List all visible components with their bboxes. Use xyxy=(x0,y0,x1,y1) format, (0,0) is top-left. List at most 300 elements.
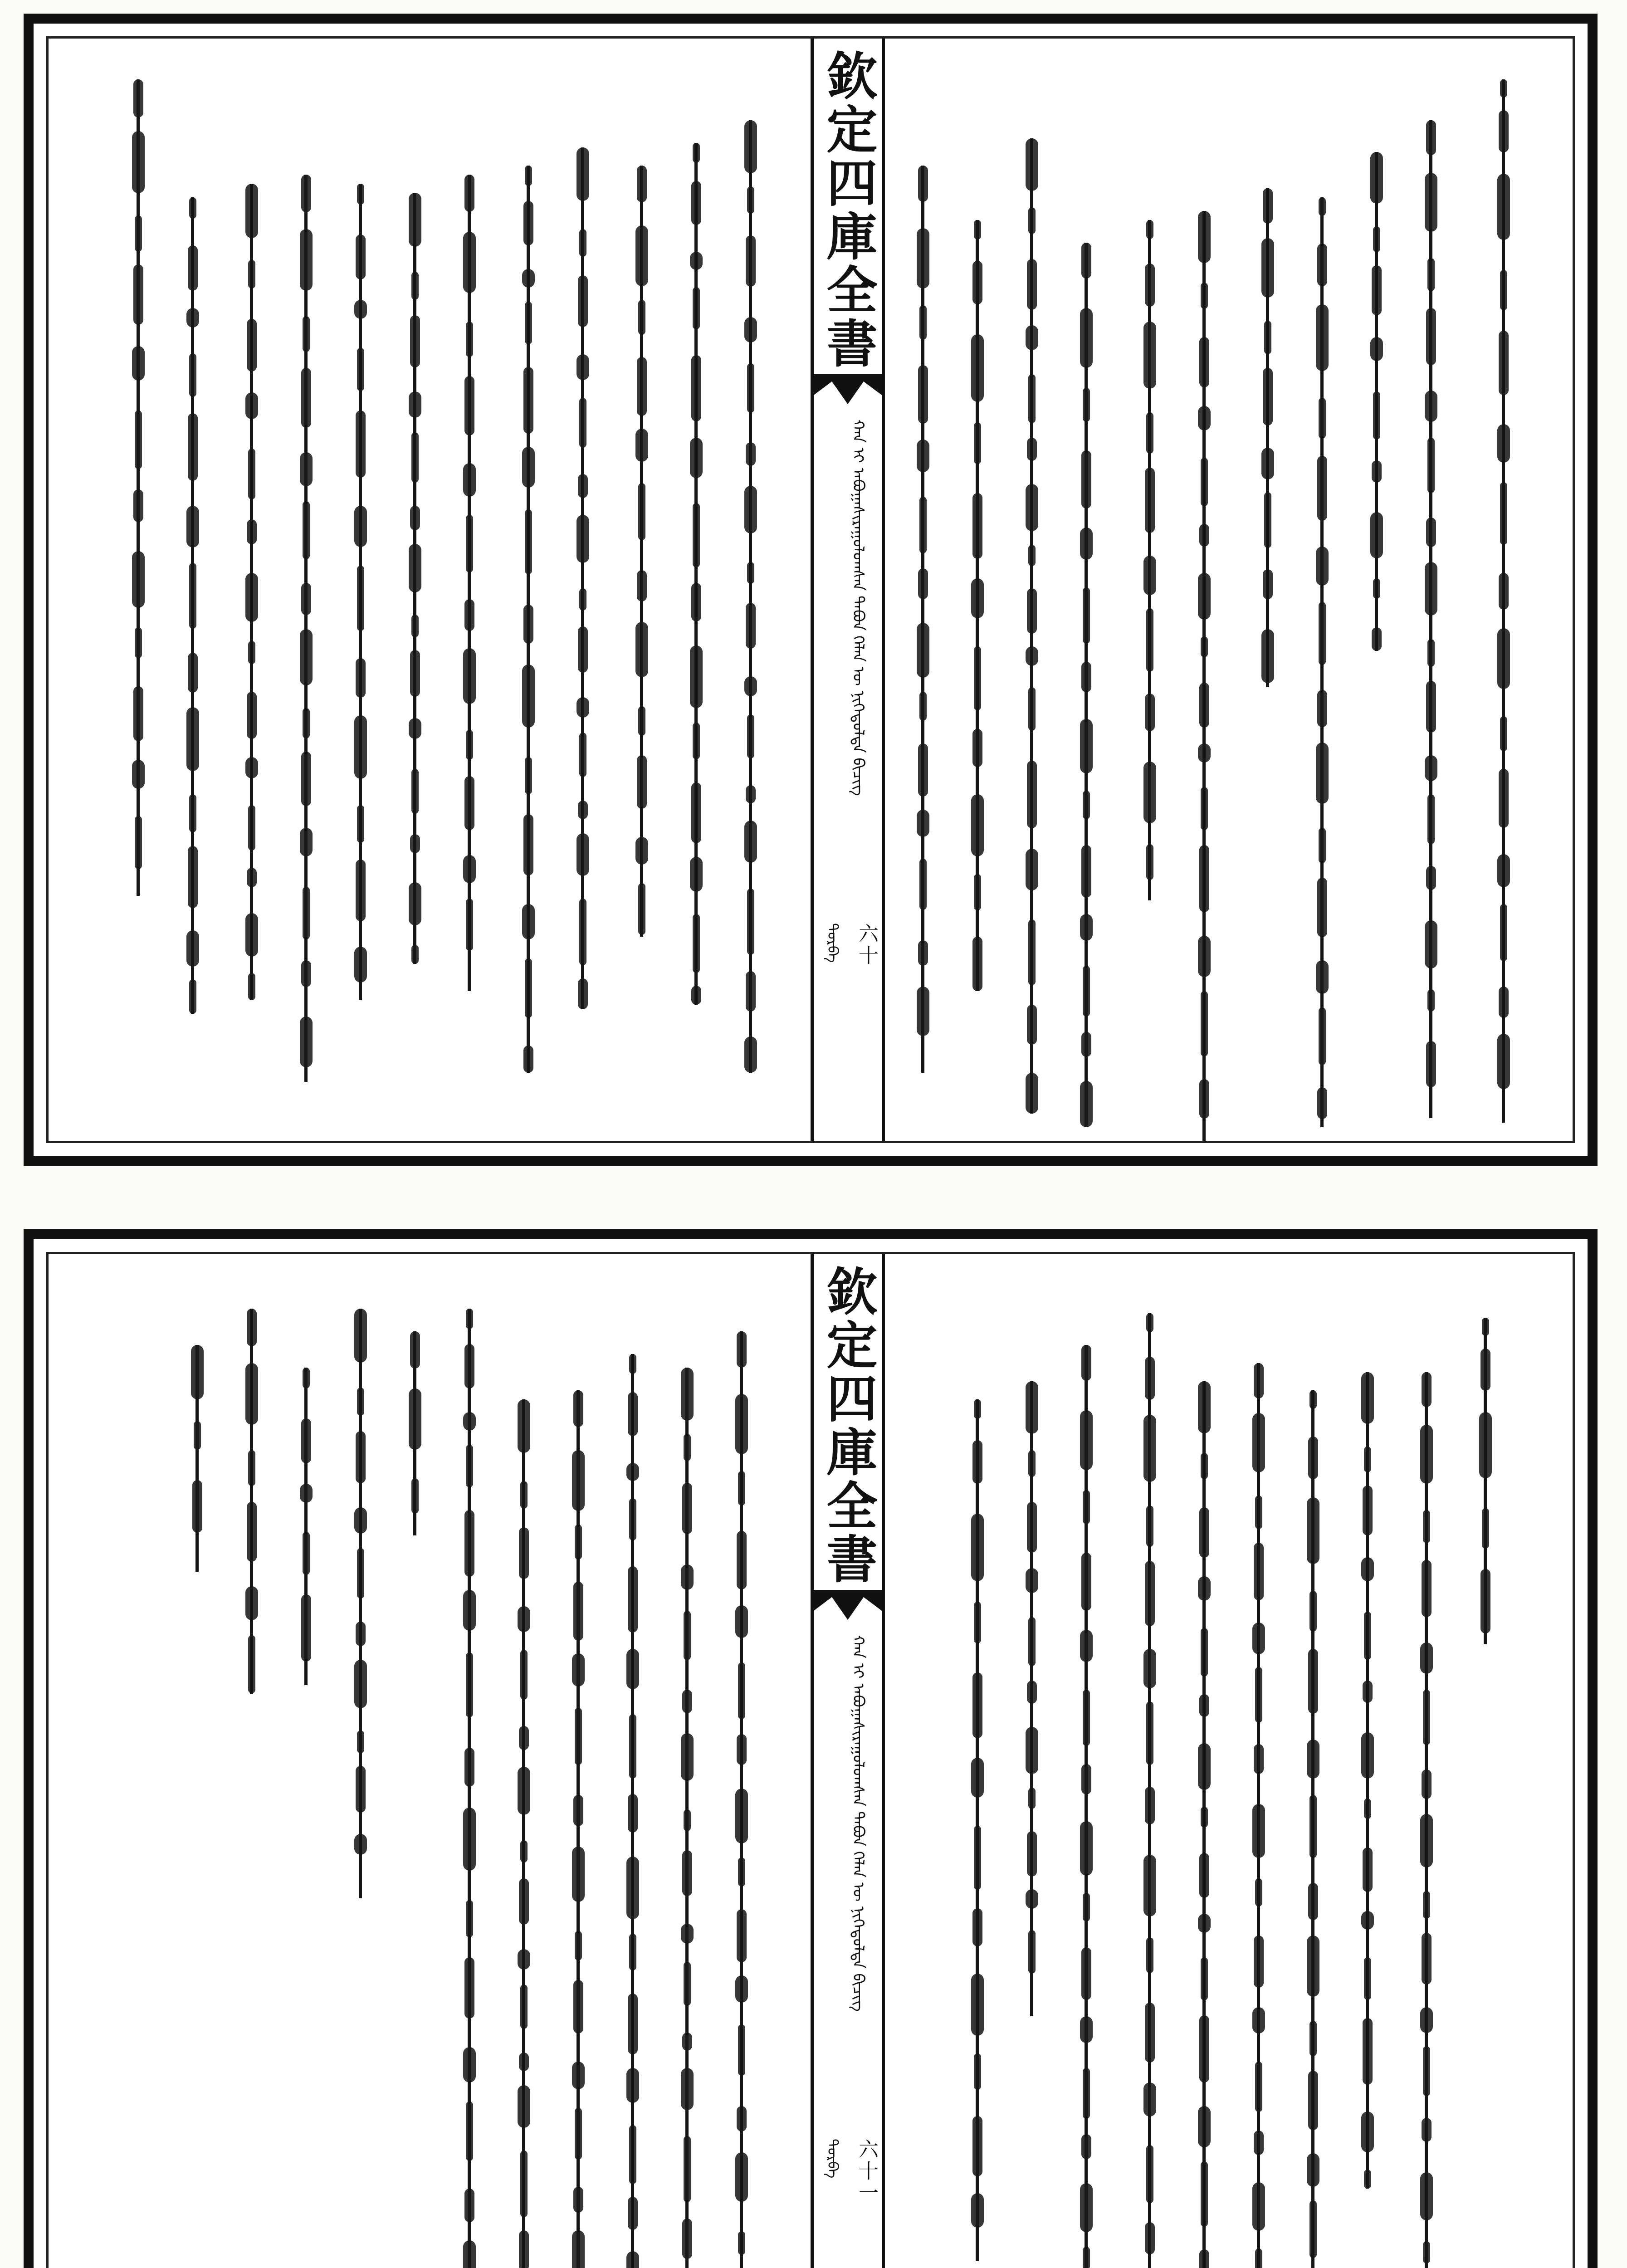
script-word-glyph xyxy=(189,794,196,832)
script-word-glyph xyxy=(1482,1508,1489,1549)
top-banxin-title: 欽定四庫全書 xyxy=(818,49,878,371)
script-word-glyph xyxy=(248,449,255,499)
script-word-glyph xyxy=(735,1605,748,1638)
script-word-glyph xyxy=(629,2125,636,2184)
script-word-glyph xyxy=(188,245,198,291)
script-stem xyxy=(304,175,308,1082)
script-word-glyph xyxy=(629,1934,636,1970)
script-word-glyph xyxy=(1361,1911,1374,1930)
script-word-glyph xyxy=(525,509,532,574)
script-word-glyph xyxy=(577,354,589,380)
script-word-glyph xyxy=(974,1602,981,1643)
script-word-glyph xyxy=(303,1368,310,1388)
script-word-glyph xyxy=(691,355,701,421)
script-word-glyph xyxy=(747,714,754,758)
script-word-glyph xyxy=(1255,2248,1262,2268)
script-word-glyph xyxy=(918,940,928,966)
script-word-glyph xyxy=(1363,1681,1373,1703)
script-word-glyph xyxy=(693,143,700,163)
script-word-glyph xyxy=(1080,719,1093,773)
script-word-glyph xyxy=(1028,1788,1036,1809)
script-word-glyph xyxy=(1499,331,1509,395)
script-word-glyph xyxy=(974,2053,981,2090)
script-word-glyph xyxy=(572,1653,585,1686)
script-word-glyph xyxy=(518,1949,530,1970)
script-word-glyph xyxy=(1145,694,1155,731)
script-word-glyph xyxy=(411,272,419,300)
script-word-glyph xyxy=(247,868,257,887)
script-word-glyph xyxy=(1081,662,1091,692)
script-word-glyph xyxy=(1080,308,1093,368)
script-word-glyph xyxy=(1201,991,1208,1056)
script-word-glyph xyxy=(133,489,143,522)
script-word-glyph xyxy=(744,676,757,696)
script-word-glyph xyxy=(628,1794,638,1833)
script-word-glyph xyxy=(1027,1681,1037,1704)
script-word-glyph xyxy=(189,353,196,397)
script-word-glyph xyxy=(1364,1799,1371,1819)
script-word-glyph xyxy=(1497,174,1510,240)
script-word-glyph xyxy=(1309,2021,1317,2056)
script-word-glyph xyxy=(1423,2241,1430,2263)
script-word-glyph xyxy=(522,904,535,939)
script-word-glyph xyxy=(1026,646,1038,666)
script-column xyxy=(339,184,380,1000)
script-word-glyph xyxy=(466,1309,473,1329)
script-word-glyph xyxy=(1199,845,1209,912)
script-word-glyph xyxy=(974,422,981,464)
script-word-glyph xyxy=(354,300,367,319)
script-column xyxy=(1065,243,1105,1127)
script-word-glyph xyxy=(1081,1764,1091,1794)
script-word-glyph xyxy=(1317,878,1327,937)
script-word-glyph xyxy=(1316,304,1329,371)
script-word-glyph xyxy=(1427,258,1435,291)
script-word-glyph xyxy=(974,220,981,240)
script-word-glyph xyxy=(463,2240,476,2268)
script-word-glyph xyxy=(1500,904,1507,961)
script-word-glyph xyxy=(1427,639,1435,667)
script-word-glyph xyxy=(575,2108,582,2160)
script-word-glyph xyxy=(1201,1957,1208,2000)
script-word-glyph xyxy=(693,287,700,329)
script-word-glyph xyxy=(579,229,586,257)
script-word-glyph xyxy=(519,1527,529,1579)
script-word-glyph xyxy=(1080,1410,1093,1470)
script-word-glyph xyxy=(1146,1505,1153,1547)
script-word-glyph xyxy=(919,692,927,721)
script-word-glyph xyxy=(684,2136,691,2202)
script-word-glyph xyxy=(747,889,754,955)
script-word-glyph xyxy=(637,357,647,416)
script-word-glyph xyxy=(573,2187,583,2213)
script-word-glyph xyxy=(1497,1034,1510,1089)
script-word-glyph xyxy=(1026,1889,1038,1909)
script-word-glyph xyxy=(1426,518,1436,547)
script-word-glyph xyxy=(578,275,588,327)
script-word-glyph xyxy=(132,760,145,789)
script-word-glyph xyxy=(133,686,143,741)
script-word-glyph xyxy=(1316,743,1329,804)
script-word-glyph xyxy=(1083,966,1090,1017)
script-column xyxy=(393,193,434,964)
script-word-glyph xyxy=(1420,1814,1433,1867)
script-word-glyph xyxy=(1317,456,1327,521)
script-word-glyph xyxy=(301,583,311,615)
script-word-glyph xyxy=(626,2251,639,2268)
script-column xyxy=(1355,152,1396,651)
script-word-glyph xyxy=(525,757,532,794)
script-word-glyph xyxy=(1026,1073,1038,1114)
script-word-glyph xyxy=(1199,683,1209,728)
script-word-glyph xyxy=(917,623,929,678)
script-word-glyph xyxy=(1199,2015,1209,2082)
script-word-glyph xyxy=(303,887,310,939)
script-word-glyph xyxy=(738,2231,745,2255)
script-word-glyph xyxy=(1026,484,1038,531)
script-word-glyph xyxy=(410,315,420,367)
script-word-glyph xyxy=(245,1363,258,1425)
script-word-glyph xyxy=(248,260,255,288)
script-word-glyph xyxy=(690,857,703,892)
script-word-glyph xyxy=(356,1431,366,1483)
script-word-glyph xyxy=(523,367,533,434)
script-word-glyph xyxy=(1080,1630,1093,1662)
script-word-glyph xyxy=(637,755,647,809)
script-column xyxy=(1291,1390,1332,2268)
script-word-glyph xyxy=(1425,920,1437,968)
script-word-glyph xyxy=(356,411,366,478)
bottom-banxin-subtitle: ᠬᠠᠨ ᠢ ᠠᠪᠤᠭᠠᠰᠢᠷᠠᠭᠤᠯᠤᠭᠰᠠᠨ ᠲᠠᠪᠤᠨ ᠬᠡᠯᠡᠨ ᠦ ᠨᠢᠭᠡᠳᠦᠯᠲᠡ ᠪᠢᠴᠢᠭ xyxy=(849,1635,867,2012)
script-word-glyph xyxy=(917,810,929,837)
script-word-glyph xyxy=(917,228,929,288)
script-word-glyph xyxy=(1199,1079,1209,1119)
script-word-glyph xyxy=(1422,1560,1432,1617)
script-word-glyph xyxy=(575,1525,582,1559)
script-word-glyph xyxy=(1427,989,1435,1012)
script-word-glyph xyxy=(746,235,756,287)
script-word-glyph xyxy=(638,483,645,540)
script-word-glyph xyxy=(626,1857,639,1919)
script-word-glyph xyxy=(735,2152,748,2202)
script-word-glyph xyxy=(1499,573,1509,610)
script-word-glyph xyxy=(681,1733,694,1781)
top-banxin-page-number: 六十 xyxy=(855,923,878,967)
script-word-glyph xyxy=(1422,2118,1432,2142)
script-word-glyph xyxy=(300,1017,313,1067)
script-column xyxy=(1010,138,1051,1114)
script-word-glyph xyxy=(188,653,198,693)
script-word-glyph xyxy=(1201,1628,1208,1677)
script-word-glyph xyxy=(579,899,586,965)
script-word-glyph xyxy=(746,785,756,803)
script-word-glyph xyxy=(191,1345,204,1399)
script-word-glyph xyxy=(1309,1591,1317,1632)
script-word-glyph xyxy=(1026,1568,1038,1593)
script-word-glyph xyxy=(519,1878,529,1925)
script-column xyxy=(284,175,325,1082)
script-word-glyph xyxy=(1083,791,1090,819)
script-word-glyph xyxy=(464,2189,474,2222)
script-word-glyph xyxy=(1201,1807,1208,1828)
script-word-glyph xyxy=(635,225,648,286)
script-word-glyph xyxy=(1252,1413,1265,1472)
script-column xyxy=(557,1390,597,2268)
script-word-glyph xyxy=(245,184,258,238)
top-banxin-center-column xyxy=(811,39,885,1141)
script-word-glyph xyxy=(409,391,421,418)
script-word-glyph xyxy=(684,1809,691,1831)
script-word-glyph xyxy=(1252,1623,1265,1654)
script-word-glyph xyxy=(682,1690,692,1713)
script-word-glyph xyxy=(1199,1507,1209,1558)
script-word-glyph xyxy=(1146,1701,1153,1765)
script-word-glyph xyxy=(411,1478,419,1514)
script-word-glyph xyxy=(1027,1005,1037,1045)
script-word-glyph xyxy=(1083,2068,1090,2119)
script-word-glyph xyxy=(1420,1425,1433,1484)
script-word-glyph xyxy=(919,305,927,340)
script-word-glyph xyxy=(464,376,474,435)
script-word-glyph xyxy=(1497,424,1510,463)
script-word-glyph xyxy=(1423,1510,1430,1543)
script-word-glyph xyxy=(464,1510,474,1577)
script-column xyxy=(720,1331,761,2268)
script-word-glyph xyxy=(1143,556,1156,595)
script-word-glyph xyxy=(1026,1381,1038,1434)
script-column xyxy=(1182,211,1223,1141)
script-word-glyph xyxy=(410,506,420,530)
script-column xyxy=(502,1399,543,2268)
script-word-glyph xyxy=(1482,1318,1489,1336)
script-word-glyph xyxy=(974,1826,981,1890)
script-word-glyph xyxy=(972,493,982,559)
script-word-glyph xyxy=(737,1734,747,1765)
script-word-glyph xyxy=(1264,492,1271,548)
script-word-glyph xyxy=(1027,438,1037,461)
script-column xyxy=(1300,197,1341,1127)
script-word-glyph xyxy=(303,316,310,352)
script-word-glyph xyxy=(1420,2007,1433,2033)
script-word-glyph xyxy=(1083,1893,1090,1921)
script-word-glyph xyxy=(635,429,648,462)
script-column xyxy=(1405,1372,1446,2268)
script-word-glyph xyxy=(411,945,419,964)
script-word-glyph xyxy=(577,515,589,563)
script-word-glyph xyxy=(1081,1947,1091,2000)
script-word-glyph xyxy=(1252,2007,1265,2033)
script-word-glyph xyxy=(132,551,145,608)
script-column xyxy=(1128,1313,1169,2268)
script-word-glyph xyxy=(628,2197,638,2230)
script-word-glyph xyxy=(247,319,257,371)
script-word-glyph xyxy=(1426,120,1436,155)
script-word-glyph xyxy=(409,1388,421,1450)
script-word-glyph xyxy=(1425,173,1437,232)
script-word-glyph xyxy=(735,1789,748,1843)
script-word-glyph xyxy=(1307,1497,1319,1564)
script-column xyxy=(956,220,997,991)
script-word-glyph xyxy=(972,2116,982,2176)
script-word-glyph xyxy=(1319,602,1326,665)
script-column xyxy=(393,1331,434,1535)
script-word-glyph xyxy=(1145,1561,1155,1626)
script-word-glyph xyxy=(1372,265,1382,315)
script-word-glyph xyxy=(247,1309,257,1346)
script-word-glyph xyxy=(1425,391,1437,422)
script-word-glyph xyxy=(1146,844,1153,880)
script-word-glyph xyxy=(1026,138,1038,191)
script-word-glyph xyxy=(747,186,754,214)
script-word-glyph xyxy=(682,1850,692,1896)
script-word-glyph xyxy=(1261,448,1274,479)
script-word-glyph xyxy=(1146,1937,1153,1973)
script-word-glyph xyxy=(523,605,533,644)
script-word-glyph xyxy=(1364,1612,1371,1660)
script-word-glyph xyxy=(1143,1649,1156,1688)
script-word-glyph xyxy=(1308,2071,1318,2130)
script-word-glyph xyxy=(744,317,757,342)
script-word-glyph xyxy=(638,883,645,935)
script-word-glyph xyxy=(354,1834,367,1855)
script-word-glyph xyxy=(1143,762,1156,823)
script-word-glyph xyxy=(1201,2161,1208,2227)
script-word-glyph xyxy=(971,578,984,618)
script-word-glyph xyxy=(971,2193,984,2228)
script-word-glyph xyxy=(356,235,366,279)
script-word-glyph xyxy=(746,971,756,1012)
script-word-glyph xyxy=(463,463,476,497)
script-word-glyph xyxy=(464,175,474,212)
script-word-glyph xyxy=(1427,438,1435,493)
script-word-glyph xyxy=(1145,264,1155,307)
script-word-glyph xyxy=(1201,1453,1208,1479)
script-word-glyph xyxy=(1146,1313,1153,1332)
script-word-glyph xyxy=(744,120,757,173)
script-word-glyph xyxy=(463,232,476,293)
script-word-glyph xyxy=(301,175,311,212)
script-word-glyph xyxy=(628,1994,638,2054)
script-word-glyph xyxy=(194,1421,201,1450)
script-word-glyph xyxy=(1255,2062,1262,2112)
script-word-glyph xyxy=(635,837,648,865)
script-column xyxy=(1128,220,1169,900)
script-word-glyph xyxy=(572,2062,585,2089)
script-column xyxy=(1010,1381,1051,2016)
script-word-glyph xyxy=(1027,761,1037,828)
script-word-glyph xyxy=(248,1450,255,1486)
script-word-glyph xyxy=(1081,2134,1091,2159)
script-word-glyph xyxy=(1426,308,1436,365)
script-word-glyph xyxy=(300,828,313,856)
bottom-banxin-section: ᠳᠣᠷᠪᠡ xyxy=(824,2139,841,2179)
script-word-glyph xyxy=(188,413,198,481)
script-word-glyph xyxy=(1081,450,1091,508)
script-word-glyph xyxy=(1198,1914,1211,1933)
script-word-glyph xyxy=(300,452,313,486)
script-word-glyph xyxy=(1201,636,1208,657)
script-word-glyph xyxy=(1309,1390,1317,1409)
script-word-glyph xyxy=(356,860,366,921)
script-word-glyph xyxy=(1081,1032,1091,1057)
script-column xyxy=(1237,1363,1278,2268)
script-word-glyph xyxy=(189,563,196,629)
script-word-glyph xyxy=(1363,1848,1373,1892)
script-word-glyph xyxy=(1363,1486,1373,1535)
script-word-glyph xyxy=(245,913,258,957)
script-word-glyph xyxy=(1143,1855,1156,1916)
top-banxin-section: ᠳᠣᠷᠪᠡ xyxy=(824,923,841,963)
script-word-glyph xyxy=(186,308,199,327)
script-word-glyph xyxy=(1422,1933,1432,1984)
script-word-glyph xyxy=(519,1726,529,1750)
script-word-glyph xyxy=(1198,573,1211,620)
script-word-glyph xyxy=(1145,2222,1155,2254)
script-word-glyph xyxy=(737,2106,747,2131)
script-word-glyph xyxy=(1081,1553,1091,1611)
script-word-glyph xyxy=(635,622,648,677)
script-word-glyph xyxy=(1261,629,1274,683)
script-word-glyph xyxy=(971,1974,984,2036)
script-word-glyph xyxy=(1319,1007,1326,1065)
script-word-glyph xyxy=(972,1440,982,1484)
script-column xyxy=(1482,79,1523,1123)
script-word-glyph xyxy=(248,973,255,1000)
script-word-glyph xyxy=(1317,1087,1327,1119)
script-word-glyph xyxy=(637,570,647,601)
script-word-glyph xyxy=(248,641,255,664)
script-word-glyph xyxy=(523,1046,533,1073)
script-word-glyph xyxy=(1028,545,1036,566)
script-word-glyph xyxy=(466,899,473,951)
script-word-glyph xyxy=(1480,1349,1490,1391)
script-word-glyph xyxy=(356,1622,366,1646)
bottom-fishtail-icon xyxy=(814,1593,882,1629)
script-word-glyph xyxy=(971,1758,984,1798)
script-word-glyph xyxy=(1263,569,1273,599)
script-word-glyph xyxy=(463,2047,476,2082)
script-word-glyph xyxy=(1146,2145,1153,2203)
script-word-glyph xyxy=(737,1531,747,1589)
script-word-glyph xyxy=(1423,1690,1430,1745)
script-word-glyph xyxy=(135,411,142,469)
script-word-glyph xyxy=(1309,2200,1317,2258)
script-word-glyph xyxy=(626,2068,639,2103)
script-word-glyph xyxy=(1480,1569,1490,1633)
script-word-glyph xyxy=(519,2053,529,2071)
script-word-glyph xyxy=(463,1412,476,1431)
script-word-glyph xyxy=(466,2102,473,2161)
script-word-glyph xyxy=(1307,1936,1319,1997)
script-word-glyph xyxy=(522,447,535,488)
script-word-glyph xyxy=(746,603,756,649)
script-word-glyph xyxy=(735,1394,748,1454)
script-word-glyph xyxy=(466,1900,473,1937)
script-word-glyph xyxy=(357,566,364,631)
script-word-glyph xyxy=(972,729,982,767)
script-word-glyph xyxy=(356,1766,366,1813)
script-word-glyph xyxy=(186,930,199,967)
script-word-glyph xyxy=(684,1611,691,1660)
script-word-glyph xyxy=(1080,914,1093,941)
script-word-glyph xyxy=(1425,755,1437,781)
script-word-glyph xyxy=(1317,690,1327,727)
script-word-glyph xyxy=(1423,2046,1430,2096)
script-word-glyph xyxy=(518,1606,530,1632)
script-word-glyph xyxy=(301,960,311,987)
script-word-glyph xyxy=(1081,1345,1091,1381)
script-column xyxy=(561,147,602,1009)
